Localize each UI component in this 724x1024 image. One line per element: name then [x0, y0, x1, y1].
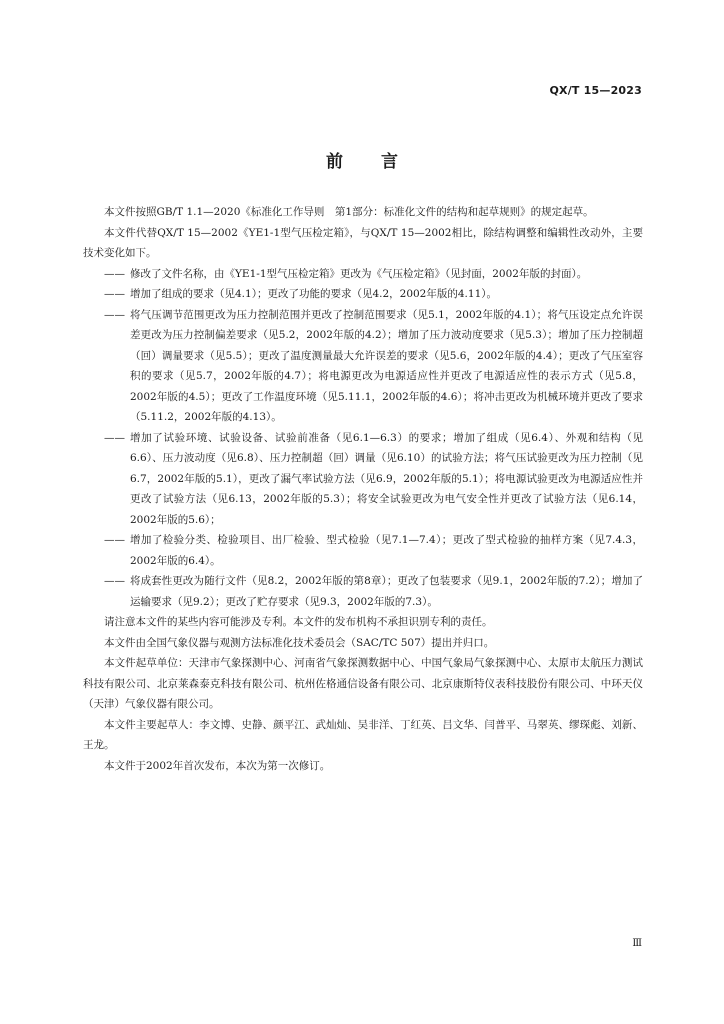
dash-marker: ——	[104, 534, 125, 546]
dash-marker: ——	[104, 431, 125, 444]
dash-marker: ——	[104, 575, 125, 587]
list-item-text: 将气压调节范围更改为压力控制范围并更改了控制范围要求（见5.1，2002年版的4.1）；将气压设定点允许误差更改为压力控制偏差要求（见5.2，2002年版的4.2）；增加了压力波动度要求（见5.3）；增加了压力控制超（回）调量要求（见5.5）；更改了温度测量最大允许误差的要求（见5.6，2002年版的4.4）；更改了气压室容积的要求（见5.7，2002年版的4.7）；将电源更改为电源适应性并更改了电源适应性的表示方式（见5.8，2002年版的4.5）；更改了工作温度环境（见5.11.1，2002年版的4.6）；将冲击更改为机械环境并更改了要求（5.11.2，2002年版的4.13）。	[130, 308, 643, 423]
dash-marker: ——	[104, 288, 125, 300]
foreword-body	[83, 202, 643, 776]
dash-marker: ——	[104, 267, 125, 280]
list-item	[83, 284, 643, 305]
paragraph-drafters: 本文件主要起草人：李文博、史静、颜平江、武灿灿、吴非洋、丁红英、吕文华、闫普平、马翠英、缪琛彪、刘新、王龙。	[83, 718, 643, 751]
change-list	[83, 264, 643, 613]
page-number: Ⅲ	[632, 938, 642, 949]
document-code: QX/T 15—2023	[549, 84, 642, 97]
list-item	[83, 428, 643, 531]
paragraph-drafting-units: 本文件起草单位：天津市气象探测中心、河南省气象探测数据中心、中国气象局气象探测中心、太原市太航压力测试科技有限公司、北京莱森泰克科技有限公司、杭州佐格通信设备有限公司、北京康斯特仪表科技股份有限公司、中环天仪（天津）气象仪器有限公司。	[83, 657, 643, 710]
dash-marker: ——	[104, 308, 125, 321]
list-item-text: 增加了组成的要求（见4.1）；更改了功能的要求（见4.2，2002年版的4.11）。	[130, 288, 497, 300]
paragraph-replacement: 本文件代替QX/T 15—2002《YE1-1型气压检定箱》，与QX/T 15—2002相比，除结构调整和编辑性改动外，主要技术变化如下。	[83, 226, 643, 259]
list-item	[83, 530, 643, 571]
list-item	[83, 571, 643, 612]
list-item-text: 增加了试验环境、试验设备、试验前准备（见6.1—6.3）的要求；增加了组成（见6.4）、外观和结构（见6.6）、压力波动度（见6.8）、压力控制超（回）调量（见6.10）的试验方法；将气压试验更改为压力控制（见6.7，2002年版的5.1），更改了漏气率试验方法（见6.9，2002年版的5.1）；将电源试验更改为电源适应性并更改了试验方法（见6.13，2002年版的5.3）；将安全试验更改为电气安全性并更改了试验方法（见6.14，2002年版的5.6）；	[130, 431, 643, 526]
paragraph-committee: 本文件由全国气象仪器与观测方法标准化技术委员会（SAC/TC 507）提出并归口。	[104, 636, 495, 649]
paragraph-patent-notice: 请注意本文件的某些内容可能涉及专利。本文件的发布机构不承担识别专利的责任。	[104, 616, 493, 628]
list-item	[83, 305, 643, 428]
list-item-text: 增加了检验分类、检验项目、出厂检验、型式检验（见7.1—7.4）；更改了型式检验的抽样方案（见7.4.3，2002年版的6.4）。	[130, 534, 643, 567]
list-item-text: 将成套性更改为随行文件（见8.2，2002年版的第8章）；更改了包装要求（见9.1，2002年版的7.2）；增加了运输要求（见9.2）；更改了贮存要求（见9.3，2002年版的7.3）。	[130, 575, 643, 608]
paragraph-drafting-rules: 本文件按照GB/T 1.1—2020《标准化工作导则 第1部分：标准化文件的结构和起草规则》的规定起草。	[104, 206, 594, 218]
list-item	[83, 264, 643, 285]
list-item-text: 修改了文件名称，由《YE1-1型气压检定箱》更改为《气压检定箱》（见封面，2002年版的封面）。	[130, 267, 588, 280]
paragraph-history: 本文件于2002年首次发布，本次为第一次修订。	[104, 759, 331, 772]
page-title: 前言	[326, 152, 436, 172]
